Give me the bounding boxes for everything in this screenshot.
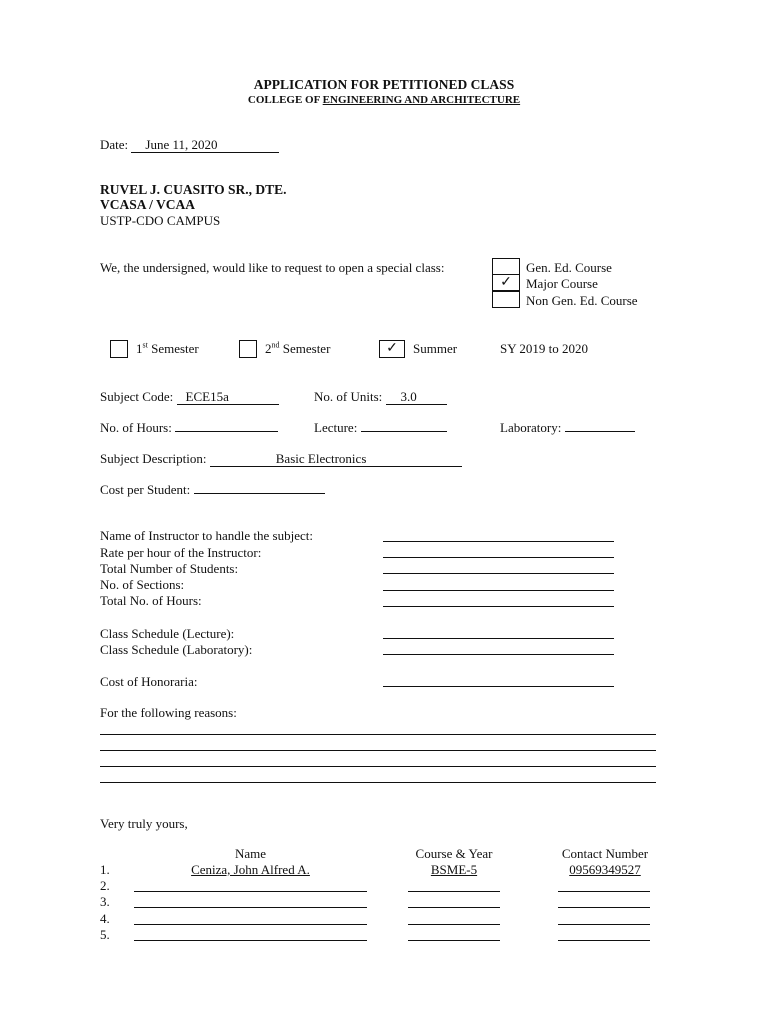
description-field[interactable]: Basic Electronics <box>210 452 462 467</box>
signatory-contact-line[interactable] <box>558 924 650 925</box>
date-row <box>100 137 279 153</box>
name-header: Name <box>234 846 267 861</box>
units-label: No. of Units: <box>314 389 383 404</box>
addressee-campus: USTP-CDO CAMPUS <box>100 213 221 228</box>
units-field[interactable]: 3.0 <box>386 390 447 405</box>
addressee-position: VCASA / VCAA <box>100 197 196 212</box>
units-row <box>314 389 447 405</box>
second-semester-label: 2nd Semester <box>265 340 331 356</box>
reason-line[interactable] <box>100 750 656 751</box>
laboratory-field[interactable] <box>565 431 635 432</box>
non-gen-ed-label: Non Gen. Ed. Course <box>526 293 638 308</box>
honoraria-field[interactable] <box>383 686 614 687</box>
non-gen-ed-checkbox[interactable] <box>492 291 520 308</box>
reason-line[interactable] <box>100 766 656 767</box>
signatory-course-value[interactable]: BSME-5 <box>430 862 478 877</box>
signatory-contact-value[interactable]: 09569349527 <box>569 862 641 877</box>
form-title: APPLICATION FOR PETITIONED CLASS <box>253 77 515 92</box>
lecture-row <box>314 420 447 436</box>
cost-row <box>100 482 325 498</box>
row-number: 4. <box>100 911 110 926</box>
lecture-schedule-label: Class Schedule (Lecture): <box>100 626 235 641</box>
signatory-course-line[interactable] <box>408 924 500 925</box>
instructor-label: Name of Instructor to handle the subject: <box>100 528 313 543</box>
signatory-name-line[interactable] <box>134 907 367 908</box>
addressee-name: RUVEL J. CUASITO SR., DTE. <box>100 182 287 197</box>
description-label: Subject Description: <box>100 451 207 466</box>
sections-field[interactable] <box>383 590 614 591</box>
sections-label: No. of Sections: <box>100 577 185 592</box>
row-number: 2. <box>100 878 110 893</box>
signatory-name-line[interactable] <box>134 891 367 892</box>
hours-field[interactable] <box>175 431 278 432</box>
subject-code-row <box>100 389 279 405</box>
lecture-schedule-field[interactable] <box>383 638 614 639</box>
date-field[interactable]: June 11, 2020 <box>131 138 279 153</box>
school-year: SY 2019 to 2020 <box>500 341 588 356</box>
laboratory-label: Laboratory: <box>500 420 562 435</box>
summer-label: Summer <box>413 341 458 356</box>
instructor-field[interactable] <box>383 541 614 542</box>
students-label: Total Number of Students: <box>100 561 239 576</box>
rate-label: Rate per hour of the Instructor: <box>100 545 262 560</box>
description-row <box>100 451 462 467</box>
major-course-checkbox[interactable]: ✓ <box>492 274 520 291</box>
laboratory-row <box>500 420 635 436</box>
subject-code-label: Subject Code: <box>100 389 174 404</box>
date-label: Date: <box>100 137 129 152</box>
signatory-contact-line[interactable] <box>558 907 650 908</box>
hours-label: No. of Hours: <box>100 420 172 435</box>
subject-code-field[interactable]: ECE15a <box>177 390 279 405</box>
first-semester-label: 1st Semester <box>136 340 199 356</box>
hours-row <box>100 420 278 436</box>
gen-ed-checkbox[interactable] <box>492 258 520 275</box>
rate-field[interactable] <box>383 557 614 558</box>
honoraria-label: Cost of Honoraria: <box>100 674 198 689</box>
contact-header: Contact Number <box>561 846 649 861</box>
college-name: ENGINEERING AND ARCHITECTURE <box>322 94 521 106</box>
reason-line[interactable] <box>100 734 656 735</box>
row-number: 3. <box>100 894 110 909</box>
signatory-name-line[interactable] <box>134 940 367 941</box>
first-semester-checkbox[interactable] <box>110 340 128 358</box>
signatory-contact-line[interactable] <box>558 940 650 941</box>
college-prefix: COLLEGE OF <box>247 94 323 106</box>
signatory-course-line[interactable] <box>408 907 500 908</box>
course-header: Course & Year <box>415 846 493 861</box>
reasons-label: For the following reasons: <box>100 705 237 720</box>
signatory-name-value[interactable]: Ceniza, John Alfred A. <box>191 862 310 877</box>
closing-text: Very truly yours, <box>100 816 188 831</box>
total-hours-label: Total No. of Hours: <box>100 593 202 608</box>
signatory-course-line[interactable] <box>408 891 500 892</box>
signatory-contact <box>540 862 670 878</box>
signatory-name <box>134 862 367 878</box>
cost-label: Cost per Student: <box>100 482 191 497</box>
gen-ed-label: Gen. Ed. Course <box>526 260 612 275</box>
row-number: 1. <box>100 862 110 877</box>
request-text: We, the undersigned, would like to request to open a special class: <box>100 260 445 275</box>
signatory-course-line[interactable] <box>408 940 500 941</box>
signatory-contact-line[interactable] <box>558 891 650 892</box>
signatory-course <box>408 862 500 878</box>
reason-line[interactable] <box>100 782 656 783</box>
college-line <box>0 92 768 108</box>
students-field[interactable] <box>383 573 614 574</box>
cost-field[interactable] <box>194 493 325 494</box>
summer-checkbox[interactable]: ✓ <box>379 340 405 358</box>
second-semester-checkbox[interactable] <box>239 340 257 358</box>
signatory-name-line[interactable] <box>134 924 367 925</box>
major-course-label: Major Course <box>526 276 598 291</box>
lecture-label: Lecture: <box>314 420 358 435</box>
lecture-field[interactable] <box>361 431 447 432</box>
lab-schedule-label: Class Schedule (Laboratory): <box>100 642 253 657</box>
total-hours-field[interactable] <box>383 606 614 607</box>
lab-schedule-field[interactable] <box>383 654 614 655</box>
row-number: 5. <box>100 927 110 942</box>
